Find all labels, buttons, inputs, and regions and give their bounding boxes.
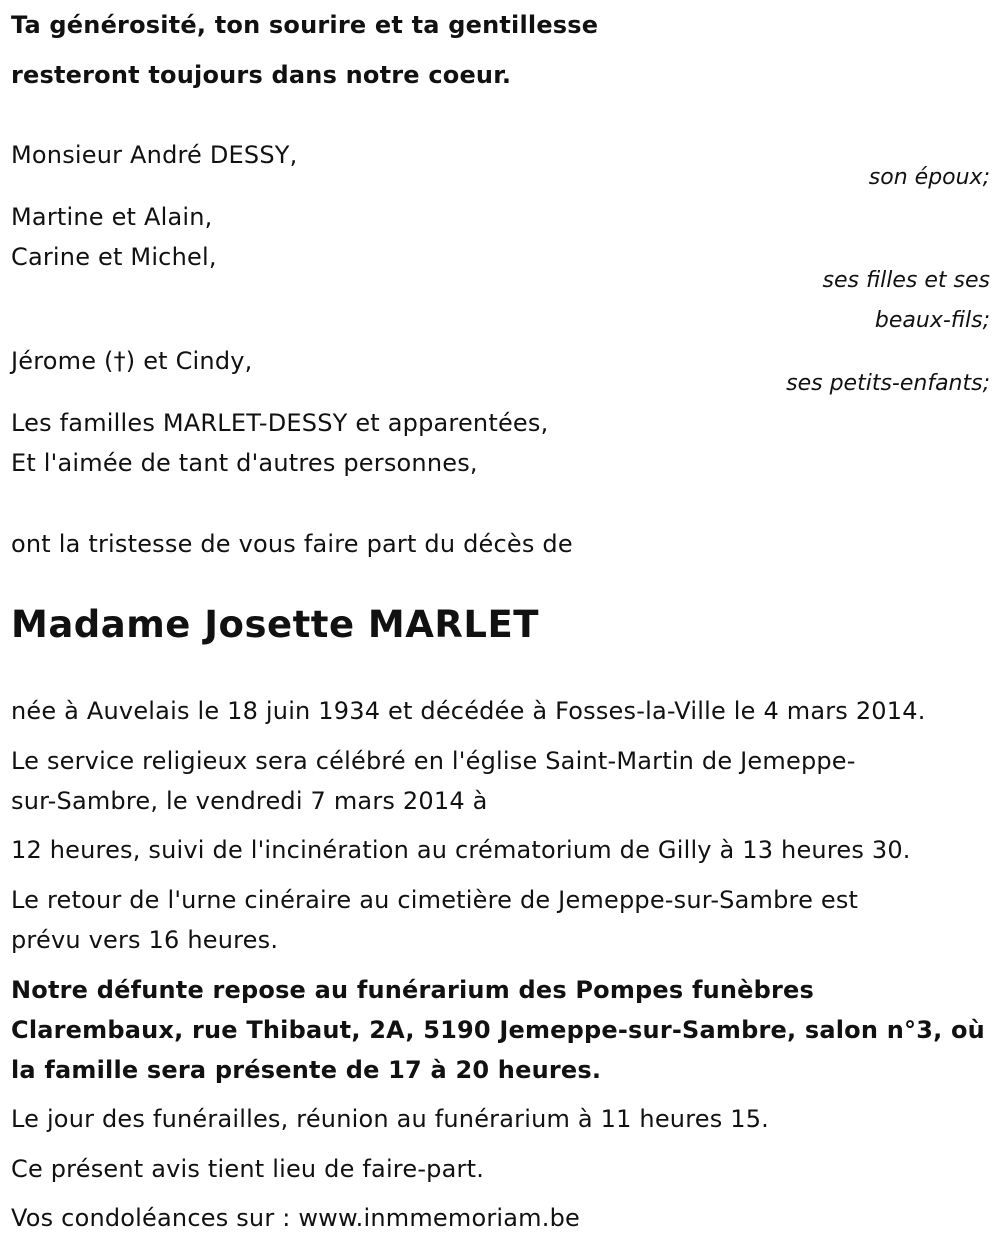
epitaph-line-2: resteront toujours dans notre coeur. — [11, 61, 512, 89]
daughters-role-2: beaux-fils; — [874, 308, 990, 333]
announcement-text: ont la tristesse de vous faire part du décès de — [11, 530, 573, 558]
deceased-name: Madame Josette MARLET — [11, 603, 539, 646]
grandchildren-name: Jérome (†) et Cindy, — [11, 347, 253, 375]
service-line-2: sur-Sambre, le vendredi 7 mars 2014 à — [11, 787, 488, 815]
meeting-line: Le jour des funérailles, réunion au funérarium à 11 heures 15. — [11, 1105, 770, 1133]
funeral-home-line-3: la famille sera présente de 17 à 20 heures. — [11, 1056, 602, 1084]
daughters-line-1: Martine et Alain, — [11, 203, 213, 231]
urn-line-1: Le retour de l'urne cinéraire au cimetière de Jemeppe-sur-Sambre est — [11, 886, 859, 914]
spouse-role: son époux; — [868, 165, 990, 190]
daughters-role-1: ses filles et ses — [822, 268, 990, 293]
spouse-name: Monsieur André DESSY, — [11, 141, 298, 169]
others-line: Et l'aimée de tant d'autres personnes, — [11, 449, 478, 477]
daughters-line-2: Carine et Michel, — [11, 243, 217, 271]
urn-line-2: prévu vers 16 heures. — [11, 926, 279, 954]
condolences-line: Vos condoléances sur : www.inmmemoriam.be — [11, 1204, 580, 1232]
funeral-home-line-1: Notre défunte repose au funérarium des Pompes funèbres — [11, 976, 815, 1004]
families-line: Les familles MARLET-DESSY et apparentées, — [11, 409, 549, 437]
birth-death-line: née à Auvelais le 18 juin 1934 et décédée à Fosses-la-Ville le 4 mars 2014. — [11, 697, 926, 725]
service-line-3: 12 heures, suivi de l'incinération au crématorium de Gilly à 13 heures 30. — [11, 836, 911, 864]
funeral-home-line-2: Clarembaux, rue Thibaut, 2A, 5190 Jemeppe-sur-Sambre, salon n°3, où — [11, 1016, 985, 1044]
service-line-1: Le service religieux sera célébré en l'église Saint-Martin de Jemeppe- — [11, 747, 856, 775]
notice-line: Ce présent avis tient lieu de faire-part. — [11, 1155, 485, 1183]
grandchildren-role: ses petits-enfants; — [786, 371, 990, 396]
epitaph-line-1: Ta générosité, ton sourire et ta gentillesse — [11, 11, 599, 39]
